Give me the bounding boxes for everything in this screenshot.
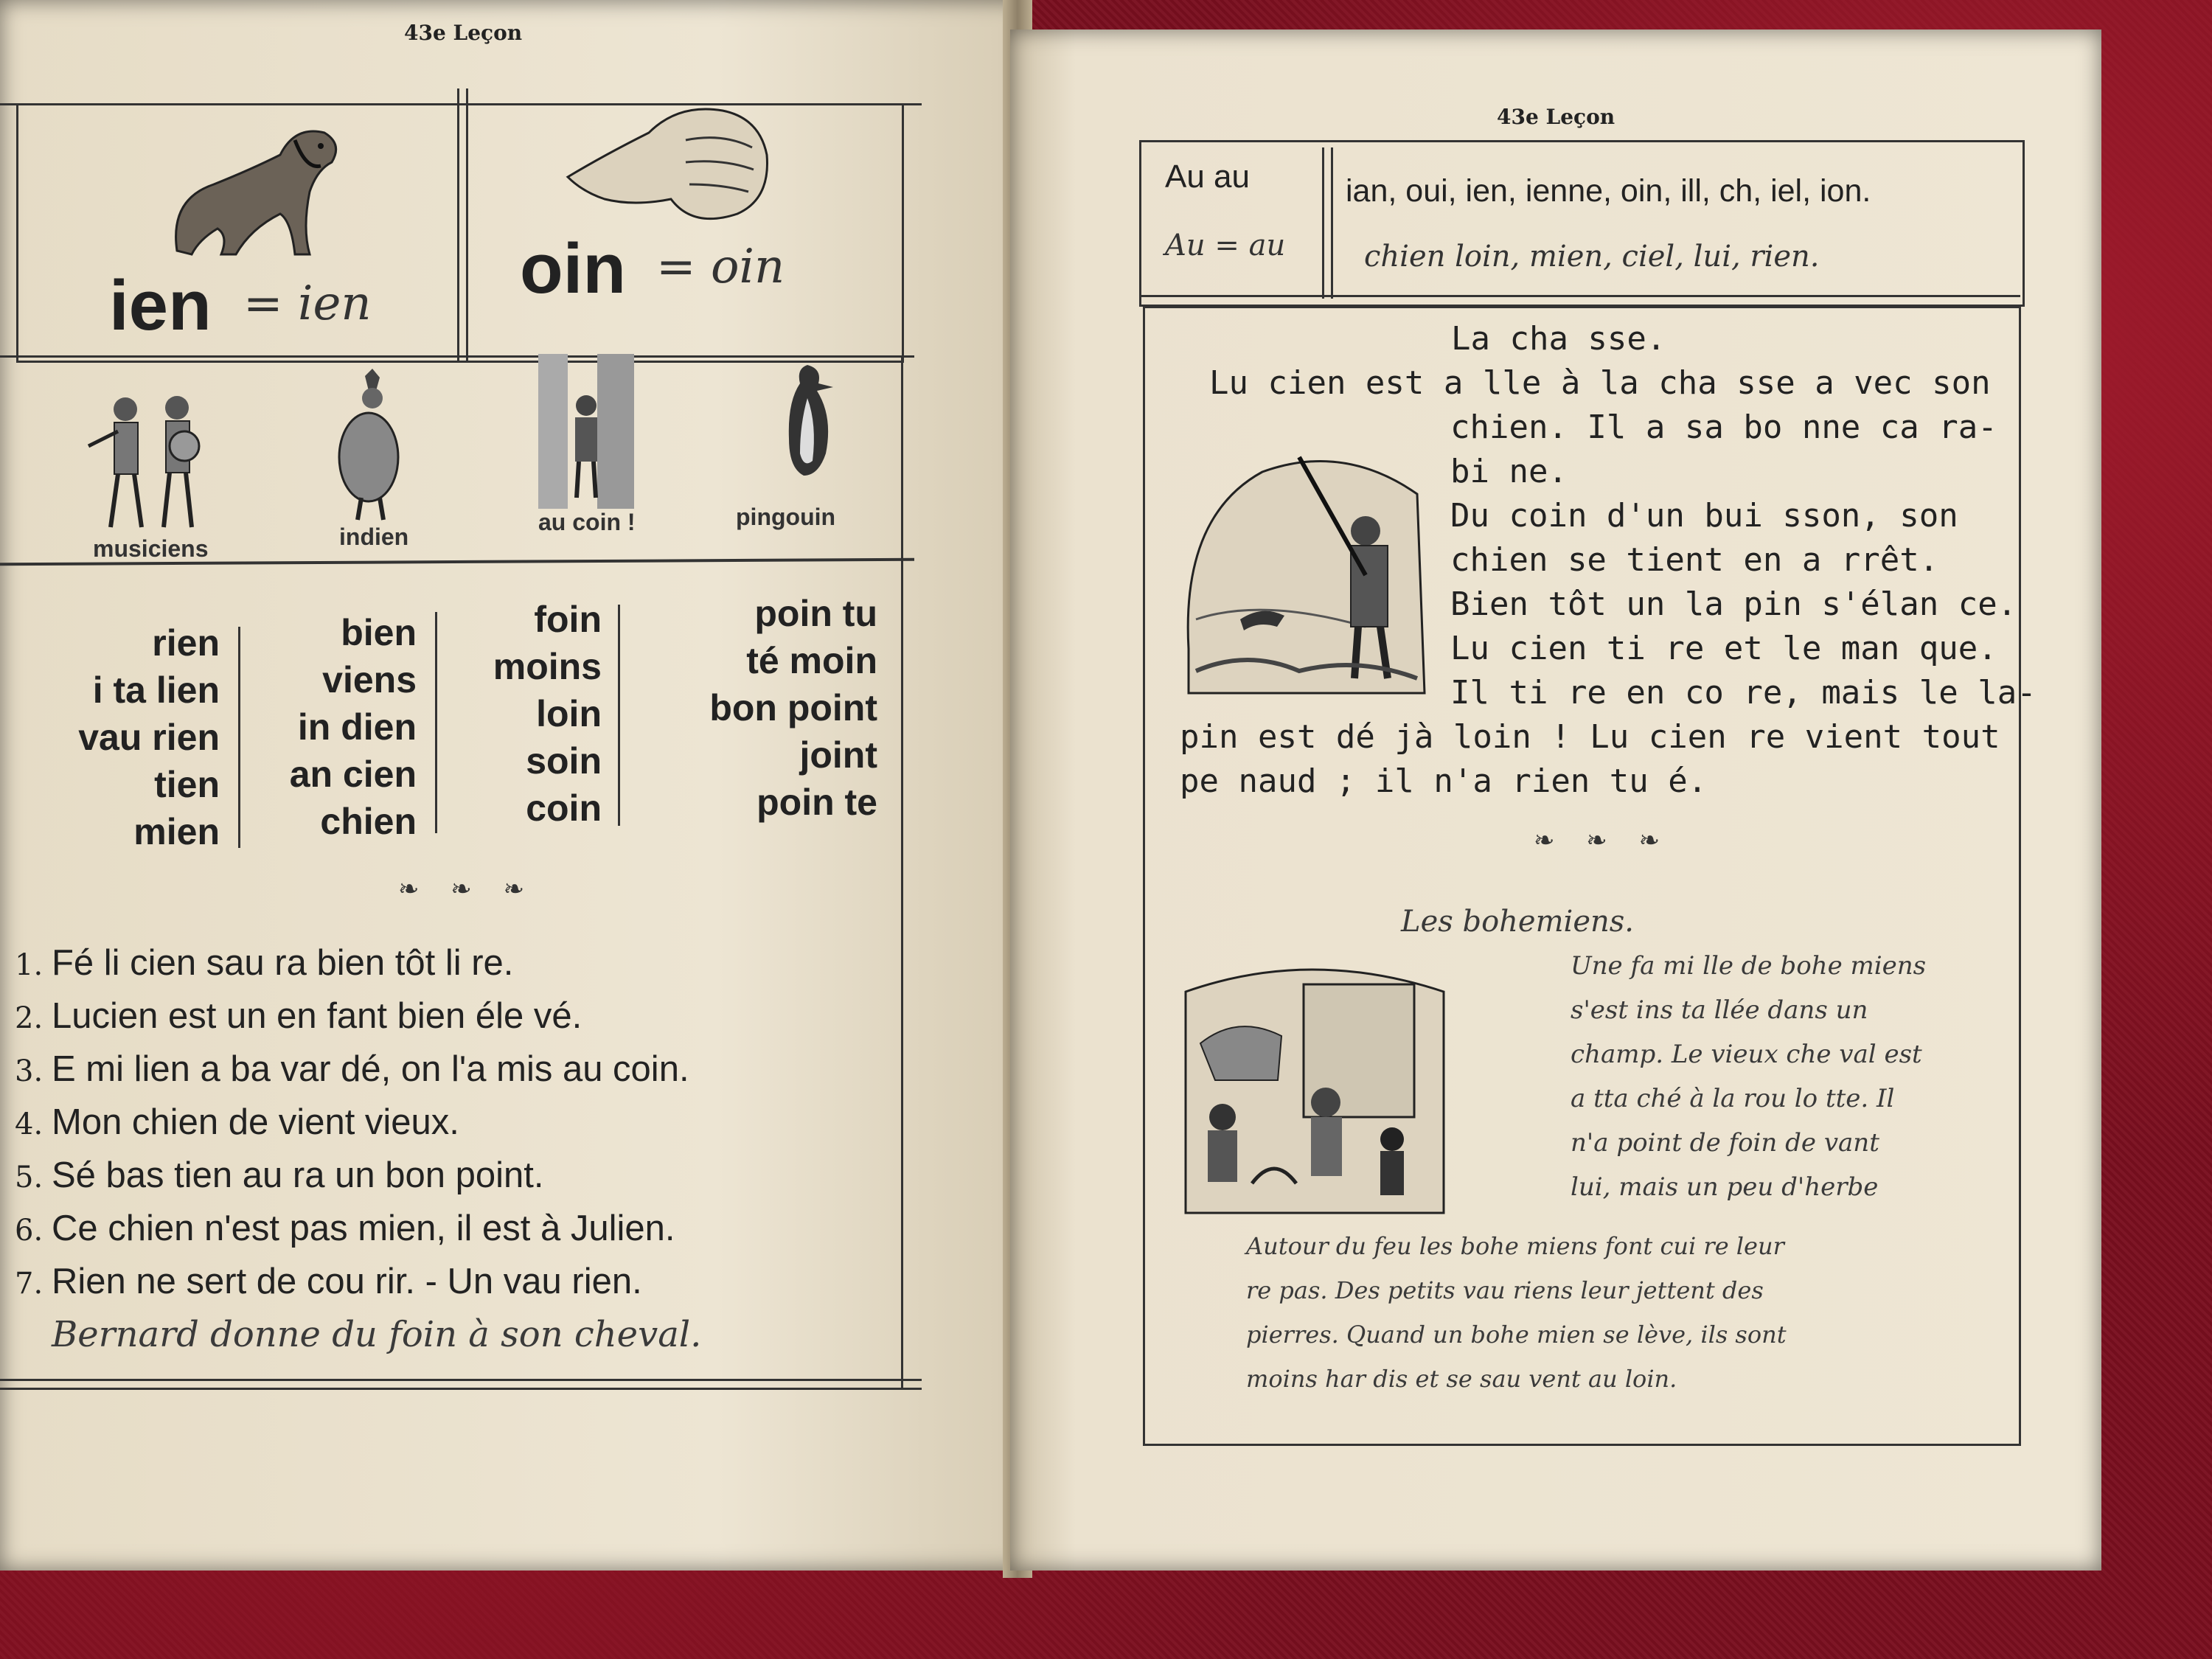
word: vau rien bbox=[78, 717, 220, 758]
script-line: re pas. Des petits vau riens leur jettent des bbox=[1246, 1276, 1764, 1304]
numbered-sentences bbox=[15, 938, 689, 1310]
word: tien bbox=[154, 764, 220, 805]
fist-illustration bbox=[560, 88, 782, 236]
left-script-line: Bernard donne du foin à son cheval. bbox=[52, 1314, 702, 1355]
word: rien bbox=[152, 622, 220, 664]
script-line: lui, mais un peu d'herbe bbox=[1571, 1172, 1879, 1202]
review-sounds-script: chien loin, mien, ciel, lui, rien. bbox=[1364, 240, 1820, 274]
word-column-1 bbox=[29, 619, 220, 855]
hunter-illustration bbox=[1174, 428, 1432, 708]
caption-pingouin: pingouin bbox=[736, 504, 836, 530]
word: foin bbox=[534, 599, 602, 640]
word: viens bbox=[322, 659, 417, 700]
word-column-2 bbox=[251, 609, 417, 845]
ornament-right: ❧ ❧ ❧ bbox=[1534, 826, 1672, 855]
word: moins bbox=[493, 646, 602, 687]
left-book-page bbox=[0, 0, 1025, 1571]
script-line: n'a point de foin de vant bbox=[1571, 1128, 1879, 1158]
story-line: chien. Il a sa bo nne ca ra- bbox=[1450, 408, 1997, 446]
sentence: 4. Mon chien de vient vieux. bbox=[15, 1102, 459, 1142]
script-line: Autour du feu les bohe miens font cui re leur bbox=[1246, 1232, 1784, 1260]
word-column-3 bbox=[450, 596, 602, 832]
script-line: s'est ins ta llée dans un bbox=[1571, 995, 1868, 1025]
oin-script: = oin bbox=[656, 240, 785, 294]
right-book-page bbox=[1010, 29, 2101, 1571]
musicians-illustration bbox=[74, 387, 221, 535]
story-line: pin est dé jà loin ! Lu cien re vient tout bbox=[1180, 718, 2000, 756]
story-line: pe naud ; il n'a rien tu é. bbox=[1180, 762, 1708, 800]
review-label-script: Au = au bbox=[1165, 229, 1286, 262]
word: poin te bbox=[757, 782, 877, 823]
word: in dien bbox=[297, 706, 417, 748]
sentence: 2. Lucien est un en fant bien éle vé. bbox=[15, 996, 582, 1036]
word: bon point bbox=[709, 687, 877, 728]
story-line: Lu cien est a lle à la cha sse a vec son bbox=[1209, 364, 1991, 402]
word: joint bbox=[799, 734, 877, 776]
right-page-header: 43e Leçon bbox=[1497, 105, 1615, 129]
script-line: Une fa mi lle de bohe miens bbox=[1571, 951, 1927, 981]
word: soin bbox=[526, 740, 602, 782]
bohemians-illustration bbox=[1171, 933, 1458, 1228]
ien-print: ien bbox=[109, 266, 212, 345]
word: poin tu bbox=[754, 593, 877, 634]
sentence: 3. E mi lien a ba var dé, on l'a mis au coin. bbox=[15, 1049, 689, 1089]
penguin-illustration bbox=[767, 358, 848, 483]
story-line: Du coin d'un bui sson, son bbox=[1450, 497, 1958, 535]
review-label-print: Au au bbox=[1165, 159, 1250, 195]
word: an cien bbox=[289, 754, 417, 795]
script-line: champ. Le vieux che val est bbox=[1571, 1040, 1922, 1069]
review-box bbox=[1139, 140, 2025, 307]
left-page-header: 43e Leçon bbox=[404, 21, 523, 45]
story-line: Lu cien ti re et le man que. bbox=[1450, 630, 1997, 667]
story-title: La cha sse. bbox=[1451, 320, 1666, 358]
ien-script: = ien bbox=[243, 276, 372, 331]
sentence: 7. Rien ne sert de cou rir. - Un vau rien. bbox=[15, 1262, 642, 1301]
sentence: 5. Sé bas tien au ra un bon point. bbox=[15, 1155, 544, 1195]
word: chien bbox=[320, 801, 417, 842]
script-line: moins har dis et se sau vent au loin. bbox=[1246, 1365, 1677, 1393]
script-line: a tta ché à la rou lo tte. Il bbox=[1571, 1084, 1895, 1113]
sentence: 6. Ce chien n'est pas mien, il est à Julien. bbox=[15, 1208, 675, 1248]
caption-au-coin: au coin ! bbox=[538, 509, 636, 535]
sentence: 1. Fé li cien sau ra bien tôt li re. bbox=[15, 943, 514, 983]
script-title: Les bohemiens. bbox=[1401, 905, 1634, 939]
word: mien bbox=[133, 811, 220, 852]
caption-musiciens: musiciens bbox=[93, 535, 209, 562]
corner-boy-illustration bbox=[531, 354, 641, 509]
word: i ta lien bbox=[92, 669, 220, 711]
oin-print: oin bbox=[520, 229, 626, 308]
story-line: chien se tient en a rrêt. bbox=[1450, 541, 1939, 579]
word-column-4 bbox=[627, 590, 877, 826]
word: té moin bbox=[746, 640, 877, 681]
caption-indien: indien bbox=[339, 524, 409, 550]
script-line: pierres. Quand un bohe mien se lève, ils sont bbox=[1246, 1321, 1787, 1349]
review-sounds-print: ian, oui, ien, ienne, oin, ill, ch, iel, ion. bbox=[1346, 173, 1871, 209]
ornament-left: ❧ ❧ ❧ bbox=[398, 874, 537, 904]
word: loin bbox=[536, 693, 602, 734]
word: coin bbox=[526, 787, 602, 829]
story-line: Bien tôt un la pin s'élan ce. bbox=[1450, 585, 2017, 623]
story-line: bi ne. bbox=[1450, 453, 1568, 490]
word: bien bbox=[341, 612, 417, 653]
indian-illustration bbox=[332, 369, 413, 524]
dog-illustration bbox=[147, 111, 354, 273]
story-line: Il ti re en co re, mais le la- bbox=[1450, 674, 2037, 712]
